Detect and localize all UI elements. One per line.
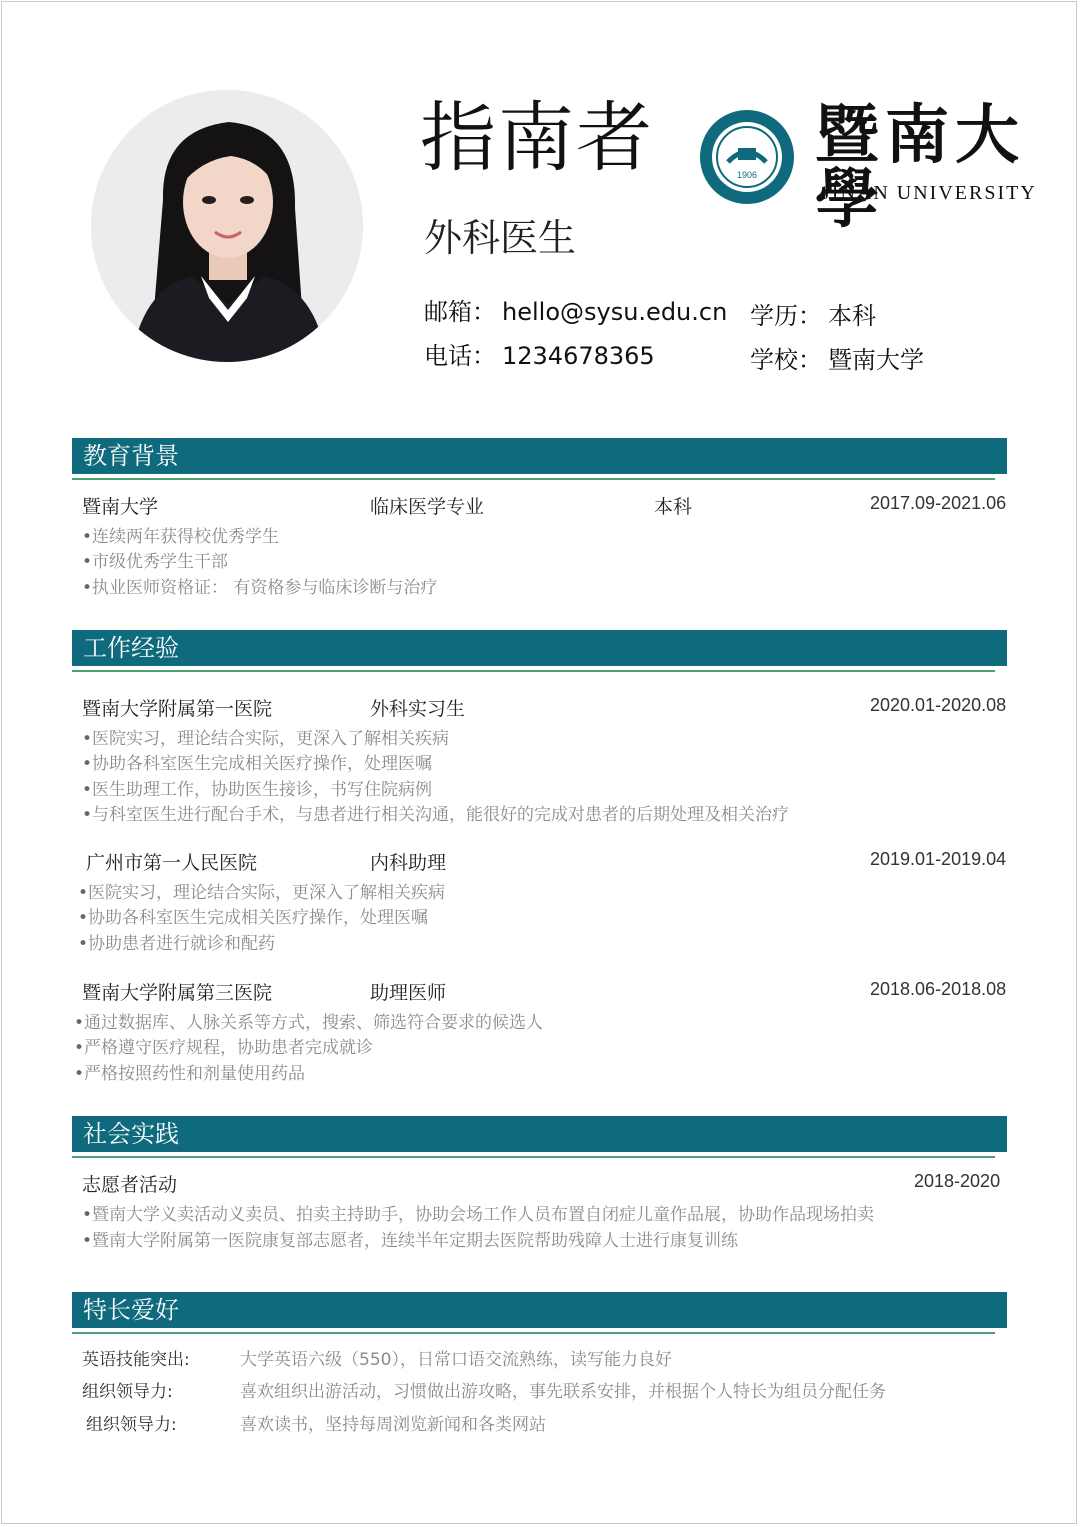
practice-date: 2018-2020 <box>914 1171 1001 1191</box>
degree-label: 学历： <box>750 302 822 330</box>
list-item: • 医生助理工作，协助医生接诊，书写住院病例 <box>82 775 432 800</box>
job-role: 助理医师 <box>370 982 447 1004</box>
education-degree: 本科 <box>654 496 693 518</box>
candidate-title: 外科医生 <box>424 216 577 260</box>
school-line <box>750 340 924 375</box>
section-divider <box>72 670 995 672</box>
section-divider <box>72 478 995 480</box>
list-item: • 医院实习，理论结合实际，更深入了解相关疾病 <box>82 724 449 749</box>
skill-text: 喜欢读书，坚持每周浏览新闻和各类网站 <box>240 1415 546 1435</box>
school-value: 暨南大学 <box>828 346 924 374</box>
university-seal-logo <box>698 108 796 206</box>
school-label: 学校： <box>750 346 822 374</box>
job-org: 暨南大学附属第一医院 <box>82 698 273 720</box>
list-item: • 与科室医生进行配台手术，与患者进行相关沟通，能很好的完成对患者的后期处理及相关治疗 <box>82 800 789 825</box>
skill-label: 组织领导力: <box>86 1415 177 1435</box>
list-item: • 暨南大学附属第一医院康复部志愿者，连续半年定期去医院帮助残障人士进行康复训练 <box>82 1226 738 1251</box>
skill-text: 喜欢组织出游活动，习惯做出游攻略，事先联系安排，并根据个人特长为组员分配任务 <box>240 1382 886 1402</box>
job-role: 内科助理 <box>370 852 447 874</box>
education-major: 临床医学专业 <box>370 496 485 518</box>
list-item: • 医院实习，理论结合实际，更深入了解相关疾病 <box>78 878 445 903</box>
skill-text: 大学英语六级（550），日常口语交流熟练，读写能力良好 <box>240 1350 672 1370</box>
list-item: • 协助患者进行就诊和配药 <box>78 929 275 954</box>
degree-value: 本科 <box>828 302 876 330</box>
list-item: • 协助各科室医生完成相关医疗操作，处理医嘱 <box>82 749 432 774</box>
practice-title: 志愿者活动 <box>82 1174 178 1196</box>
university-name-cn: 暨南大學 <box>815 98 1025 237</box>
email-line <box>424 292 727 327</box>
list-item: • 通过数据库、人脉关系等方式，搜索、筛选符合要求的候选人 <box>74 1008 543 1033</box>
phone-value: 1234678365 <box>502 342 655 370</box>
job-role: 外科实习生 <box>370 698 466 720</box>
section-skills-heading: 特长爱好 <box>72 1292 1007 1328</box>
phone-line <box>424 336 655 371</box>
list-item: • 严格按照药性和剂量使用药品 <box>74 1059 305 1084</box>
candidate-name: 指南者 <box>420 93 654 182</box>
education-school: 暨南大学 <box>82 496 159 518</box>
phone-label: 电话： <box>424 342 496 370</box>
section-divider <box>72 1332 995 1334</box>
education-date: 2017.09-2021.06 <box>870 493 1007 513</box>
job-date: 2020.01-2020.08 <box>870 695 1007 715</box>
section-education-heading: 教育背景 <box>72 438 1007 474</box>
job-date: 2018.06-2018.08 <box>870 979 1007 999</box>
email-label: 邮箱： <box>424 298 496 326</box>
job-org: 广州市第一人民医院 <box>86 852 258 874</box>
skill-label: 英语技能突出: <box>82 1350 190 1370</box>
list-item: • 严格遵守医疗规程，协助患者完成就诊 <box>74 1033 373 1058</box>
university-name-en: JINAN UNIVERSITY <box>822 182 1037 204</box>
job-date: 2019.01-2019.04 <box>870 849 1007 869</box>
list-item: • 连续两年获得校优秀学生 <box>82 522 279 547</box>
email-value: hello@sysu.edu.cn <box>502 298 728 326</box>
section-work-heading: 工作经验 <box>72 630 1007 666</box>
section-divider <box>72 1156 995 1158</box>
job-org: 暨南大学附属第三医院 <box>82 982 273 1004</box>
skill-label: 组织领导力: <box>82 1382 173 1402</box>
list-item: • 暨南大学义卖活动义卖员、拍卖主持助手，协助会场工作人员布置自闭症儿童作品展，协助作品现场拍卖 <box>82 1200 874 1225</box>
list-item: • 协助各科室医生完成相关医疗操作，处理医嘱 <box>78 903 428 928</box>
section-practice-heading: 社会实践 <box>72 1116 1007 1152</box>
profile-photo <box>91 90 363 362</box>
list-item: • 市级优秀学生干部 <box>82 547 228 572</box>
degree-line <box>750 296 876 331</box>
list-item: • 执业医师资格证： 有资格参与临床诊断与治疗 <box>82 573 437 598</box>
svg-text:1906: 1906 <box>736 170 758 180</box>
